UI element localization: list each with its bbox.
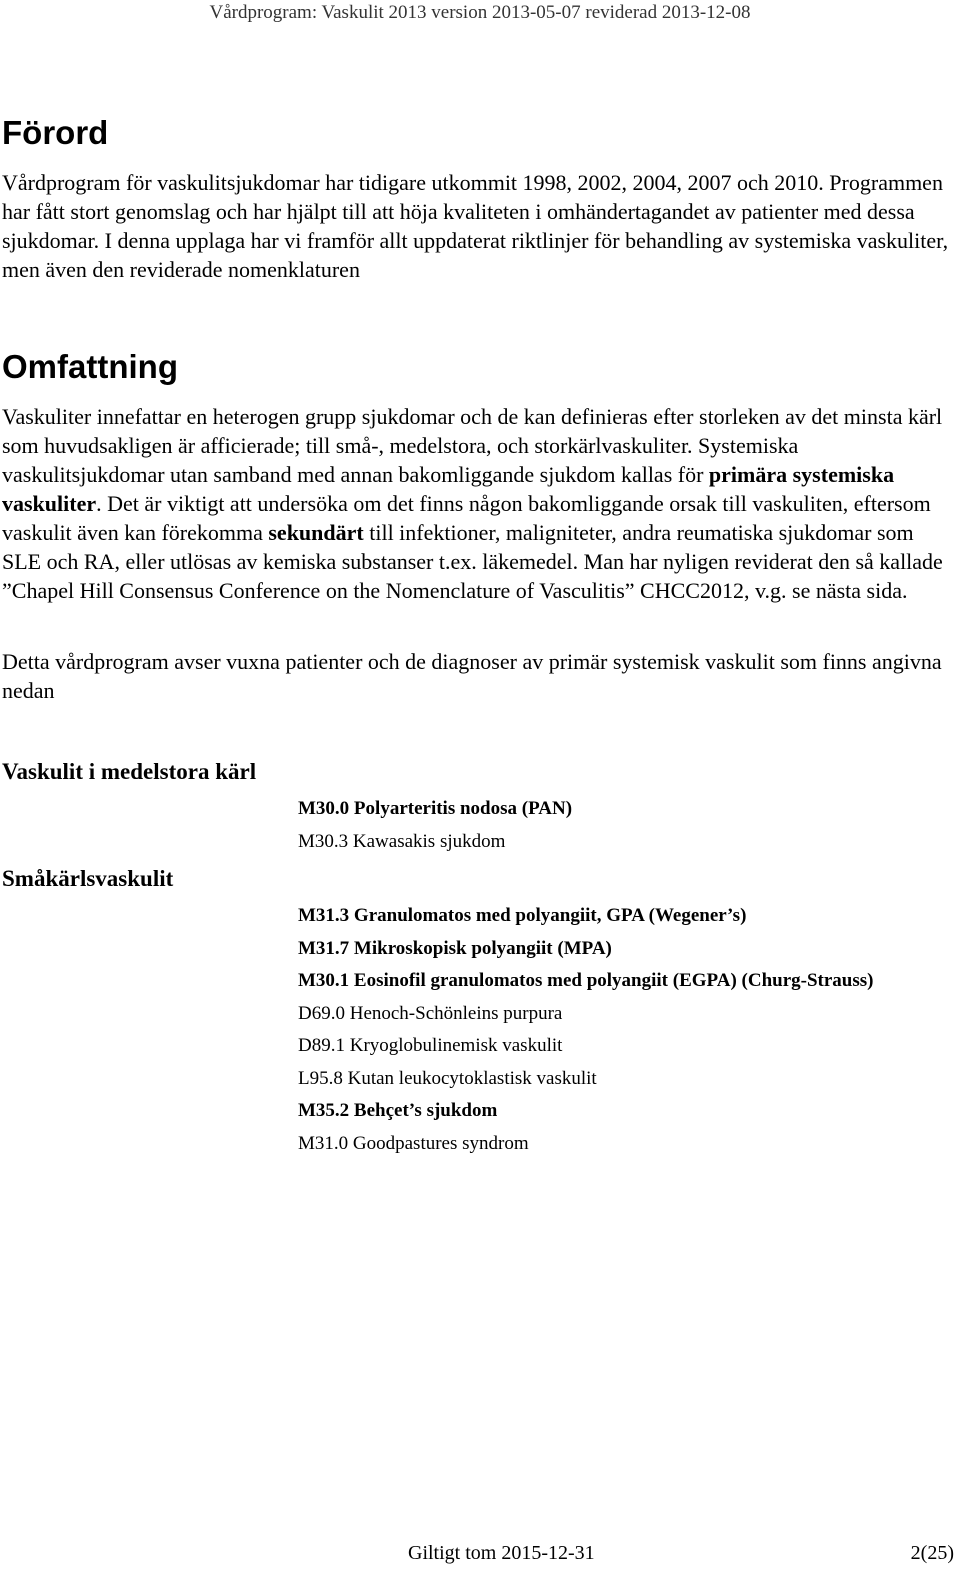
list-item: M35.2 Behçet’s sjukdom: [298, 1100, 498, 1121]
list-item: D89.1 Kryoglobulinemisk vaskulit: [298, 1035, 563, 1056]
list-item: L95.8 Kutan leukocytoklastisk vaskulit: [298, 1067, 597, 1089]
omfattning-bold-sekundart: sekundärt: [268, 520, 364, 545]
omfattning-text-c: till infektioner, maligniteter, andra reumatiska sjukdomar som SLE och RA, eller utlösas av kemiska substanser t.ex. läkemedel. Man har nyligen reviderat den så kallade ”Chapel Hill Consensus Conference on the Nomenclature of Vasculitis” CHCC2012, v.g. se nästa sida.: [2, 520, 943, 603]
list-item: M31.7 Mikroskopisk polyangiit (MPA): [298, 937, 612, 959]
omfattning-text-a: Vaskuliter innefattar en heterogen grupp sjukdomar och de kan definieras efter storleken av det minsta kärl som huvudsakligen är afficierade; till små-, medelstora, och storkärlvaskuliter. Systemiska vaskulitsjukdomar utan samband med annan bakomliggande sjukdom kallas för: [2, 404, 943, 487]
medium-vessel-heading: Vaskulit i medelstora kärl: [2, 759, 257, 784]
list-item: M31.0 Goodpastures syndrom: [298, 1132, 529, 1154]
small-vessel-list: [298, 900, 873, 1160]
forord-heading: Förord: [2, 114, 109, 151]
footer-valid-date: Giltigt tom 2015-12-31: [408, 1542, 595, 1564]
omfattning-bold-primara: primära systemiska vaskuliter: [2, 462, 895, 516]
document-header: Vårdprogram: Vaskulit 2013 version 2013-05-07 reviderad 2013-12-08: [209, 2, 751, 23]
omfattning-text-b: . Det är viktigt att undersöka om det finns någon bakomliggande orsak till vaskuliten, eftersom vaskulit även kan förekomma: [2, 491, 931, 545]
small-vessel-heading: Småkärlsvaskulit: [2, 866, 174, 891]
omfattning-paragraph-2: Detta vårdprogram avser vuxna patienter och de diagnoser av primär systemisk vaskulit som finns angivna nedan: [2, 649, 942, 703]
forord-paragraph: Vårdprogram för vaskulitsjukdomar har tidigare utkommit 1998, 2002, 2004, 2007 och 2010. Programmen har fått stort genomslag och har hjälpt till att höja kvaliteten i omhändertagandet av patienter med dessa sjukdomar. I denna upplaga har vi framför allt uppdaterat riktlinjer för behandling av systemiska vaskuliter, men även den reviderade nomenklaturen: [2, 170, 949, 282]
list-item: M30.0 Polyarteritis nodosa (PAN): [298, 798, 573, 819]
footer-page-number: 2(25): [910, 1542, 954, 1564]
omfattning-heading: Omfattning: [2, 348, 178, 385]
omfattning-paragraph-1: [2, 402, 957, 605]
list-item: D69.0 Henoch-Schönleins purpura: [298, 1002, 563, 1024]
list-item: M30.1 Eosinofil granulomatos med polyangiit (EGPA) (Churg-Strauss): [298, 970, 874, 991]
list-item: M30.3 Kawasakis sjukdom: [298, 830, 506, 852]
medium-vessel-list: [298, 793, 572, 858]
list-item: M31.3 Granulomatos med polyangiit, GPA (Wegener’s): [298, 905, 747, 926]
